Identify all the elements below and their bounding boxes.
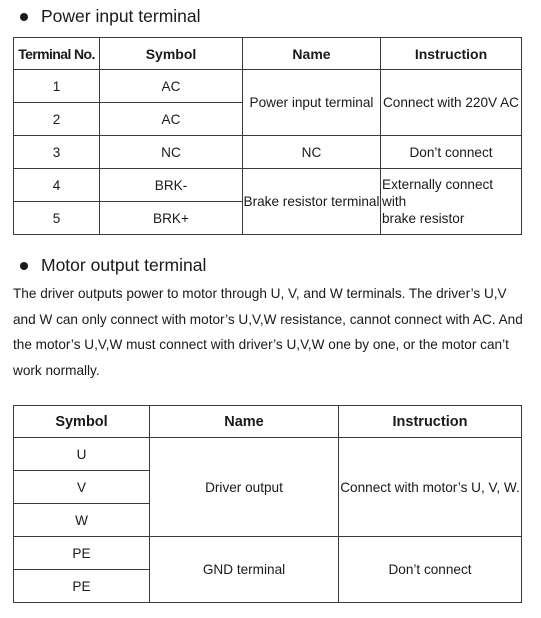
section-heading-power-input: [20, 6, 201, 27]
table-row: [14, 136, 522, 169]
terminal-no-cell: 4: [14, 169, 100, 202]
terminal-no-cell: 5: [14, 202, 100, 235]
table-row: [14, 70, 522, 103]
symbol-cell: U: [14, 438, 150, 471]
table-row: [14, 169, 522, 202]
bullet-icon: [20, 262, 28, 270]
symbol-cell: PE: [14, 537, 150, 570]
table-header-row: [14, 38, 522, 70]
symbol-cell: AC: [100, 70, 243, 103]
section-heading-text: Power input terminal: [41, 6, 201, 26]
instruction-line: Externally connect with: [382, 177, 494, 209]
terminal-no-cell: 2: [14, 103, 100, 136]
table-row: [14, 537, 522, 570]
column-header: Instruction: [339, 406, 522, 438]
column-header: Name: [243, 38, 381, 70]
name-cell: Driver output: [150, 438, 339, 537]
instruction-cell: Connect with motor’s U, V, W.: [339, 438, 522, 537]
symbol-cell: BRK+: [100, 202, 243, 235]
symbol-cell: PE: [14, 570, 150, 603]
name-cell: NC: [243, 136, 381, 169]
name-cell: GND terminal: [150, 537, 339, 603]
terminal-no-cell: 1: [14, 70, 100, 103]
instruction-line: brake resistor: [382, 211, 465, 226]
symbol-cell: NC: [100, 136, 243, 169]
instruction-cell: [381, 169, 522, 235]
name-cell: Brake resistor terminal: [243, 169, 381, 235]
column-header: Terminal No.: [14, 38, 100, 70]
symbol-cell: W: [14, 504, 150, 537]
column-header: Symbol: [14, 406, 150, 438]
symbol-cell: BRK-: [100, 169, 243, 202]
power-input-terminal-table: [13, 37, 522, 235]
table-header-row: [14, 406, 522, 438]
symbol-cell: AC: [100, 103, 243, 136]
table-row: [14, 438, 522, 471]
terminal-no-cell: 3: [14, 136, 100, 169]
section-heading-motor-output: [20, 255, 206, 276]
column-header: Name: [150, 406, 339, 438]
name-cell: Power input terminal: [243, 70, 381, 136]
motor-output-terminal-table: [13, 405, 522, 603]
column-header: Instruction: [381, 38, 522, 70]
description-paragraph: The driver outputs power to motor through U, V, and W terminals. The driver’s U,V and W can only connect with motor’s U,V,W resistance, cannot connect with AC. And the motor’s U,V,W must connect with driver’s U,V,W one by one, or the motor can’t work normally.: [13, 286, 523, 378]
instruction-cell: Don’t connect: [381, 136, 522, 169]
column-header: Symbol: [100, 38, 243, 70]
symbol-cell: V: [14, 471, 150, 504]
instruction-cell: Connect with 220V AC: [381, 70, 522, 136]
bullet-icon: [20, 13, 28, 21]
section-heading-text: Motor output terminal: [41, 255, 207, 275]
instruction-cell: Don’t connect: [339, 537, 522, 603]
